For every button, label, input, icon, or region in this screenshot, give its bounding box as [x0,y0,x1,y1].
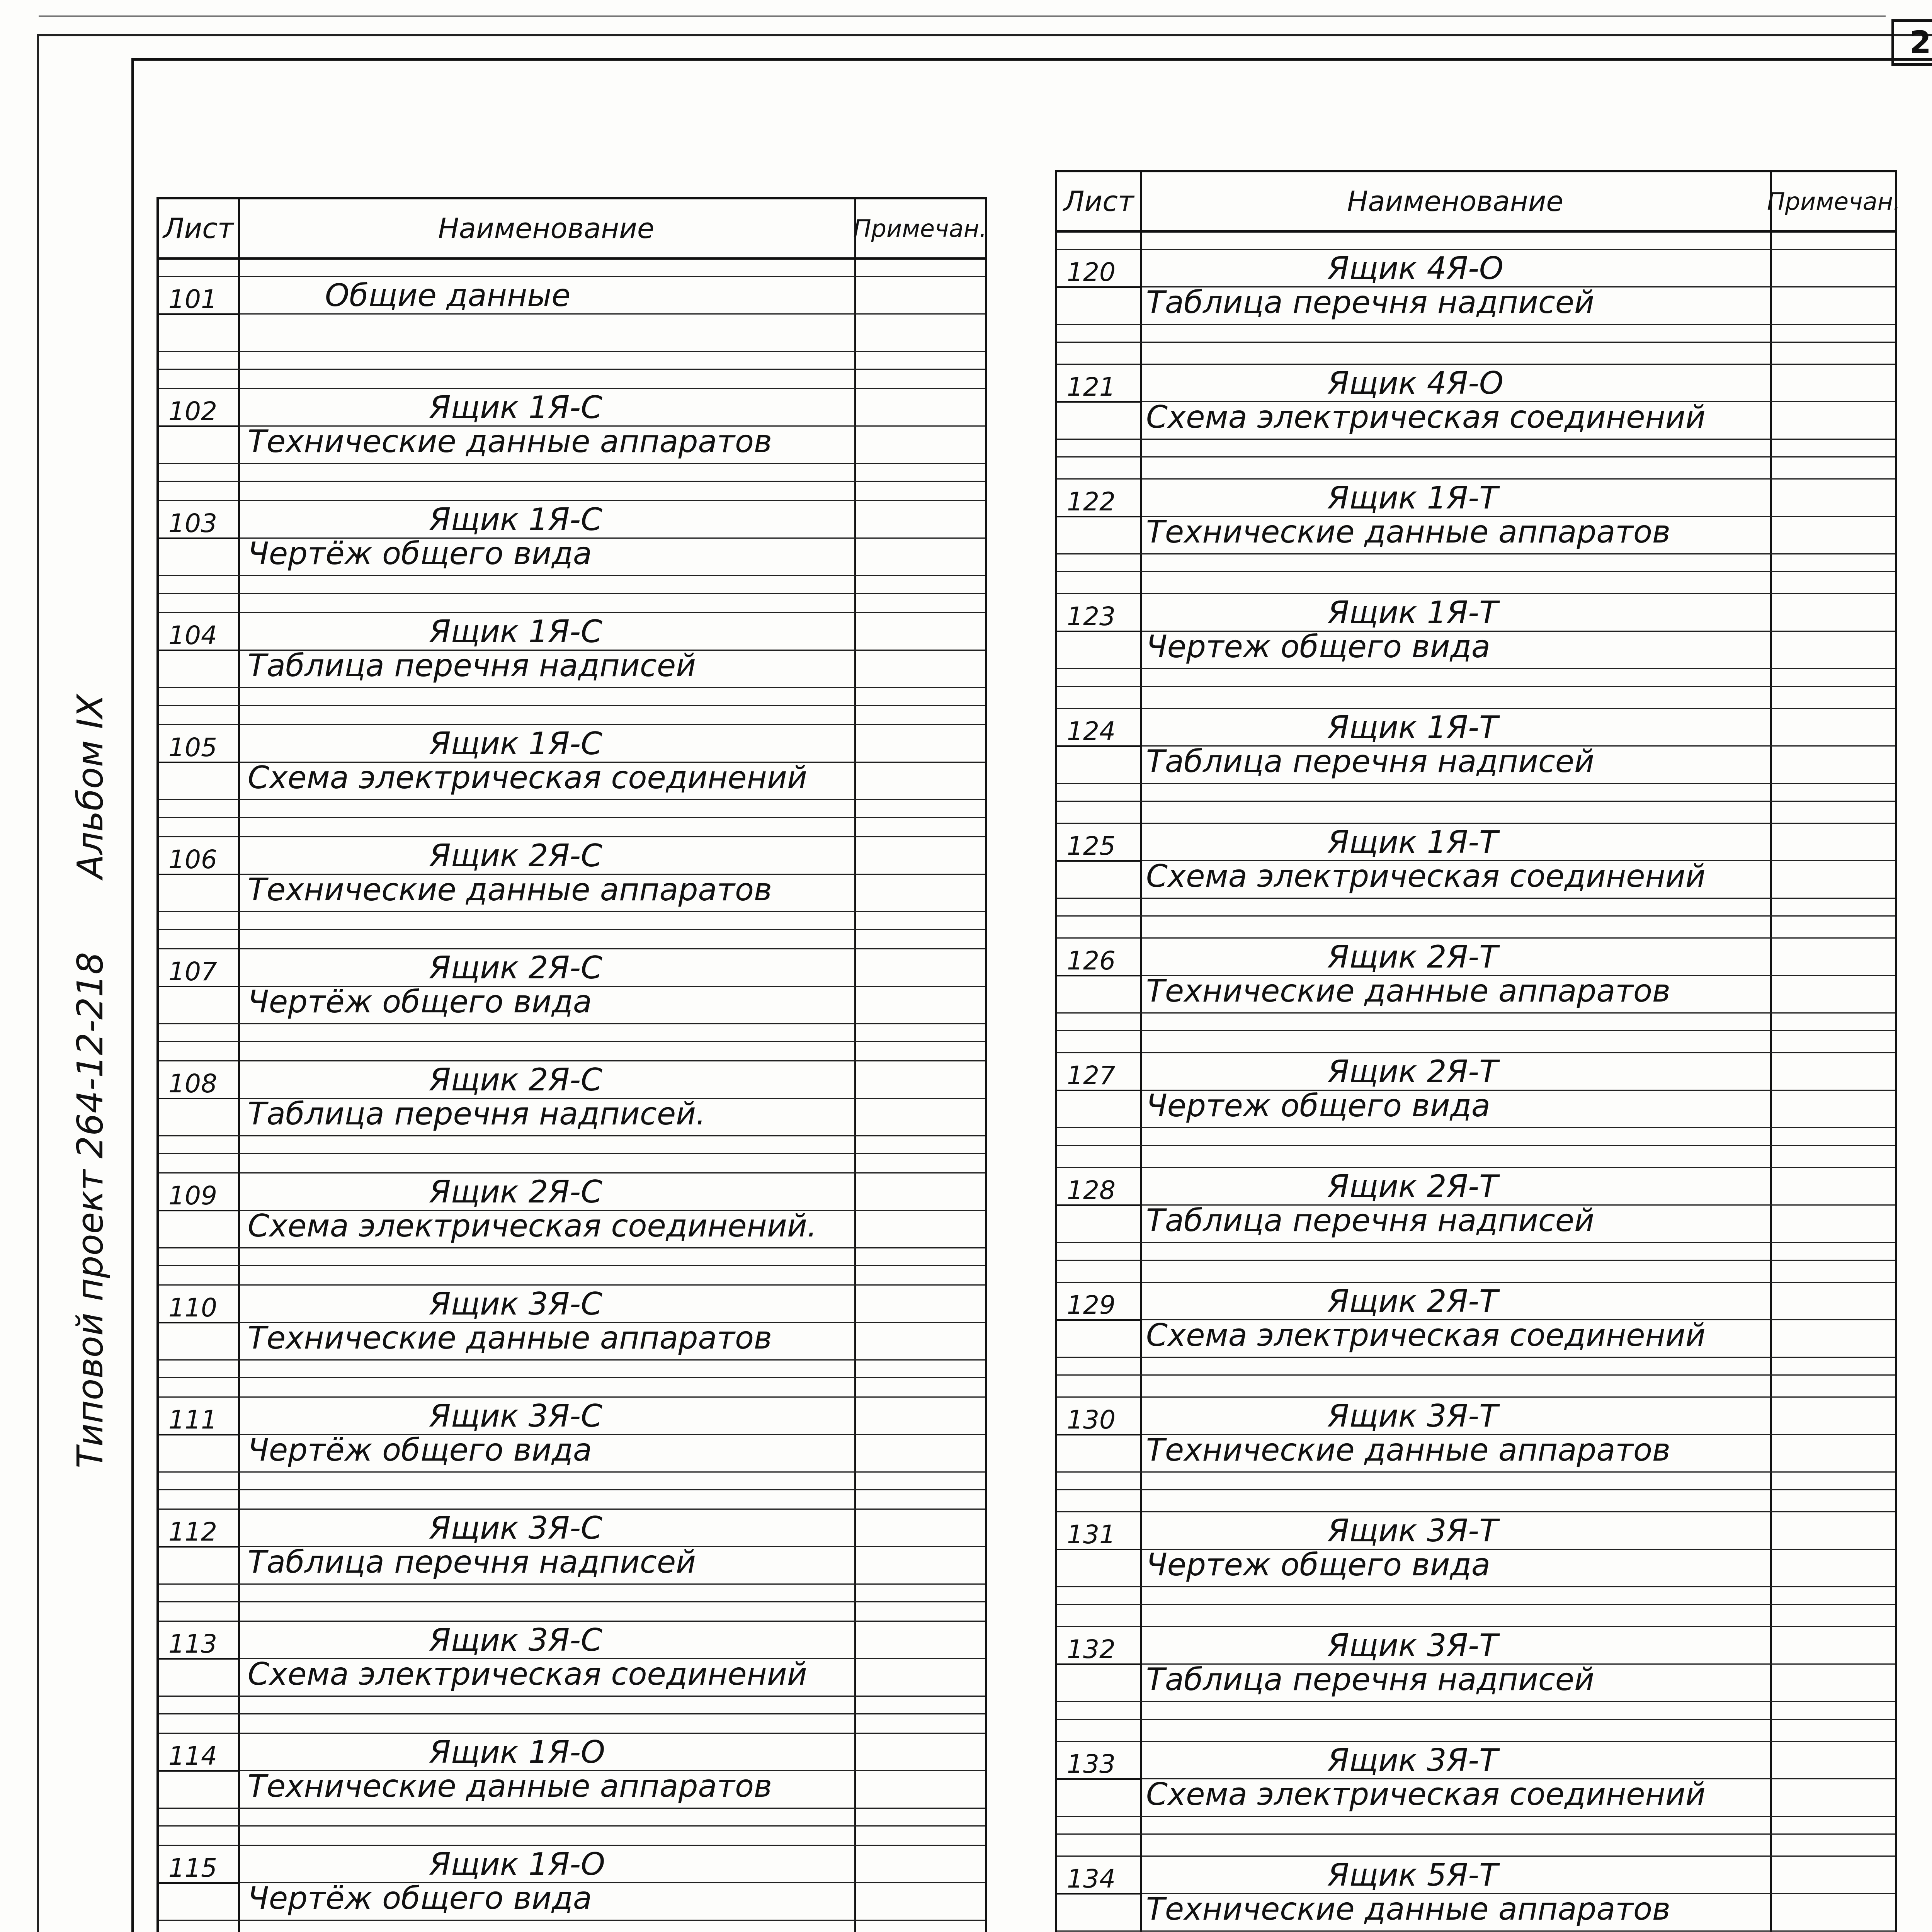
sheet-number: 111 [168,1405,217,1435]
table-row [1057,345,1895,457]
row-title: Ящик 1Я-Т [1328,824,1498,860]
row-subtitle: Технические данные аппаратов [1146,514,1671,550]
sheet-number: 110 [168,1293,217,1323]
side-album: Альбом IX [70,694,111,879]
row-subtitle: Схема электрическая соединений [1146,399,1706,435]
header-note: Примечан. [853,214,987,243]
sheet-number: 121 [1067,372,1116,402]
row-title: Общие данные [325,277,571,313]
row-title: Ящик 2Я-С [429,950,602,986]
table-row [159,1042,985,1154]
sheet-number: 134 [1067,1864,1116,1894]
table-row [159,818,985,930]
row-title: Ящик 3Я-Т [1328,1398,1498,1434]
row-title: Ящик 1Я-С [429,502,602,537]
sheet-number: 104 [168,621,217,650]
sheet-number: 124 [1067,716,1116,746]
row-subtitle: Схема электрическая соединений [1146,1317,1706,1353]
row-title: Ящик 3Я-С [429,1398,602,1434]
row-title: Ящик 1Я-О [429,1846,605,1882]
row-subtitle: Схема электрическая соединений. [248,1208,817,1244]
row-title: Ящик 1Я-С [429,726,602,762]
row-title: Ящик 3Я-С [429,1510,602,1546]
row-subtitle: Технические данные аппаратов [1146,973,1671,1009]
table-row [1057,1034,1895,1146]
row-title: Ящик 3Я-С [429,1622,602,1658]
table-row [1057,1148,1895,1260]
sheet-number: 122 [1067,487,1116,517]
row-subtitle: Чертеж общего вида [1146,629,1490,665]
side-label [70,632,111,1468]
sheet-number: 108 [168,1069,217,1099]
table-row [1057,1722,1895,1834]
sheet-number: 131 [1067,1520,1116,1549]
sheet-number: 125 [1067,831,1116,861]
sheet-number: 115 [168,1853,217,1883]
row-subtitle: Схема электрическая соединений [1146,858,1706,894]
table-row [1057,689,1895,801]
row-title: Ящик 4Я-О [1328,365,1503,401]
sheet-number: 107 [168,957,217,986]
sheet-number: 120 [1067,257,1116,287]
row-subtitle: Технические данные аппаратов [1146,1432,1671,1468]
row-title: Ящик 2Я-С [429,1174,602,1210]
sheet-number: 129 [1067,1290,1116,1320]
row-subtitle: Технические данные аппаратов [248,872,772,908]
table-row [159,481,985,594]
row-subtitle: Схема электрическая соединений [1146,1776,1706,1812]
row-title: Ящик 1Я-Т [1328,595,1498,631]
table-row [159,594,985,706]
row-title: Ящик 2Я-Т [1328,1054,1498,1090]
table-row [159,1826,985,1932]
sheet-number: 101 [168,284,217,314]
header-name: Наименование [1347,185,1563,218]
row-subtitle: Таблица перечня надписей [1146,284,1595,320]
row-title: Ящик 1Я-О [429,1734,605,1770]
row-subtitle: Чертеж общего вида [1146,1088,1490,1124]
row-subtitle: Чертёж общего вида [248,1432,592,1468]
sheet-number: 128 [1067,1175,1116,1205]
sheet-number: 106 [168,845,217,874]
table-row [159,1266,985,1378]
table-row [159,1378,985,1490]
sheet-number: 123 [1067,602,1116,631]
table-row [1057,1263,1895,1375]
side-project: Типовой проект 264-12-218 [70,952,111,1468]
row-title: Ящик 4Я-О [1328,250,1503,286]
row-subtitle: Чертёж общего вида [248,984,592,1020]
sheet-number: 130 [1067,1405,1116,1435]
table-row [159,1490,985,1602]
table-row [159,1154,985,1266]
row-subtitle: Таблица перечня надписей [1146,743,1595,779]
row-subtitle: Таблица перечня надписей [248,1544,696,1580]
row-title: Ящик 2Я-С [429,1062,602,1098]
row-title: Ящик 3Я-С [429,1286,602,1322]
contents-table-right [1055,170,1901,1932]
table-row [159,369,985,481]
header-sheet: Лист [1063,185,1134,218]
row-title: Ящик 2Я-Т [1328,939,1498,975]
row-subtitle: Таблица перечня надписей. [248,1096,706,1132]
contents-table-left [156,197,987,1932]
table-row [1057,1837,1895,1932]
row-title: Ящик 1Я-Т [1328,709,1498,745]
row-subtitle: Таблица перечня надписей [1146,1202,1595,1238]
sheet-number: 133 [1067,1749,1116,1779]
header-sheet: Лист [163,212,234,245]
row-title: Ящик 5Я-Т [1328,1857,1498,1893]
row-subtitle: Схема электрическая соединений [248,760,807,796]
header-note: Примечан. [1767,187,1901,216]
table-row [159,930,985,1042]
table-row [1057,1607,1895,1719]
sheet-number: 105 [168,733,217,762]
table-row [1057,1493,1895,1605]
row-subtitle: Технические данные аппаратов [248,423,772,459]
row-subtitle: Чертёж общего вида [248,536,592,571]
row-subtitle: Чертеж общего вида [1146,1547,1490,1583]
row-subtitle: Таблица перечня надписей [1146,1662,1595,1697]
sheet-number: 103 [168,509,217,538]
table-row [159,257,985,369]
row-title: Ящик 1Я-С [429,389,602,425]
table-row [1057,804,1895,916]
sheet-number: 126 [1067,946,1116,976]
sheet-number: 109 [168,1181,217,1211]
header-name: Наименование [438,212,655,245]
row-subtitle: Технические данные аппаратов [1146,1891,1671,1927]
row-title: Ящик 2Я-С [429,838,602,874]
sheet-number: 132 [1067,1634,1116,1664]
table-row [1057,919,1895,1031]
sheet-number: 112 [168,1517,217,1547]
row-subtitle: Технические данные аппаратов [248,1320,772,1356]
page-number: 2 [1891,19,1932,66]
row-subtitle: Схема электрическая соединений [248,1656,807,1692]
row-title: Ящик 3Я-Т [1328,1513,1498,1549]
table-row [1057,230,1895,342]
row-title: Ящик 3Я-Т [1328,1742,1498,1778]
row-title: Ящик 2Я-Т [1328,1168,1498,1204]
row-title: Ящик 1Я-С [429,614,602,650]
row-title: Ящик 2Я-Т [1328,1283,1498,1319]
table-row [159,1602,985,1714]
sheet-number: 127 [1067,1061,1116,1090]
sheet-number: 113 [168,1629,217,1659]
table-row [159,1714,985,1826]
table-row [1057,460,1895,572]
top-edge-line [39,15,1886,17]
table-row [1057,1378,1895,1490]
sheet-number: 102 [168,396,217,426]
row-title: Ящик 3Я-Т [1328,1628,1498,1663]
table-row [159,706,985,818]
row-subtitle: Технические данные аппаратов [248,1768,772,1804]
row-subtitle: Таблица перечня надписей [248,648,696,684]
row-subtitle: Чертёж общего вида [248,1880,592,1916]
row-title: Ящик 1Я-Т [1328,480,1498,516]
sheet-number: 114 [168,1741,217,1771]
table-row [1057,575,1895,687]
